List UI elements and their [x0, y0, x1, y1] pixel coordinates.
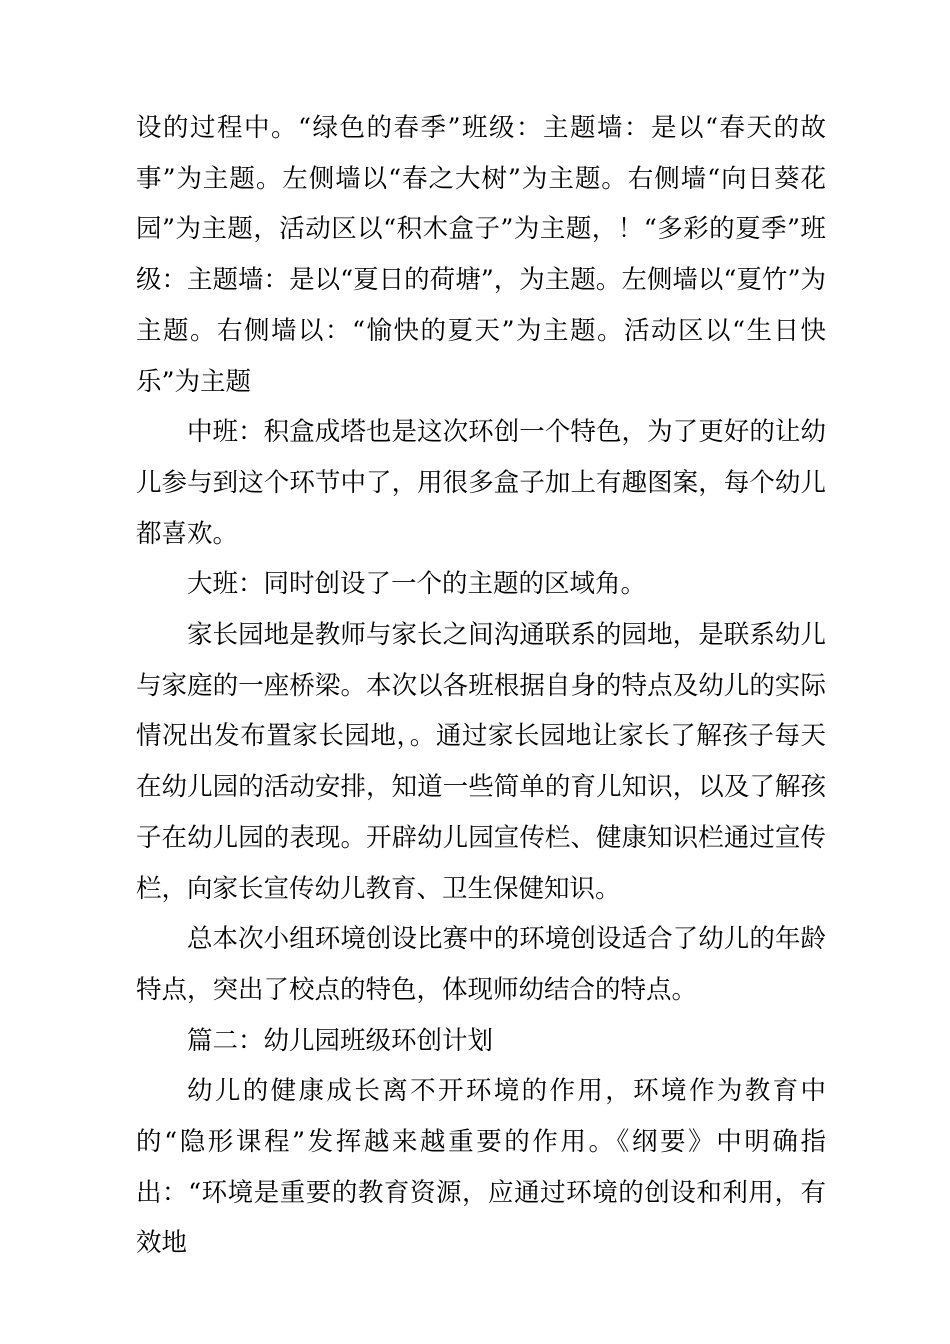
paragraph-middle-class: 中班：积盒成塔也是这次环创一个特色，为了更好的让幼儿参与到这个环节中了，用很多盒子加上有趣图案，每个幼儿都喜欢。 [136, 417, 826, 549]
paragraph-summary: 总本次小组环境创设比赛中的环境创设适合了幼儿的年龄特点，突出了校点的特色，体现师幼结合的特点。 [136, 924, 826, 1005]
paragraph-parent-garden: 家长园地是教师与家长之间沟通联系的园地，是联系幼儿与家庭的一座桥梁。本次以各班根据自身的特点及幼儿的实际情况出发布置家长园地，。通过家长园地让家长了解孩子每天在幼儿园的活动安排，知道一些简单的育儿知识，以及了解孩子在幼儿园的表现。开辟幼儿园宣传栏、健康知识栏通过宣传栏，向家长宣传幼儿教育、卫生保健知识。 [136, 620, 826, 904]
section-heading: 篇二：幼儿园班级环创计划 [187, 1025, 494, 1056]
paragraph-senior-class: 大班：同时创设了一个的主题的区域角。 [187, 569, 647, 600]
paragraph-continuation: 设的过程中。“绿色的春季”班级：主题墙：是以“春天的故事”为主题。左侧墙以“春之大树”为主题。右侧墙“向日葵花园”为主题，活动区以“积木盒子”为主题，！“多彩的夏季”班级：主题墙：是以“夏日的荷塘”，为主题。左侧墙以“夏竹”为主题。右侧墙以：“愉快的夏天”为主题。活动区以“生日快乐”为主题 [136, 113, 826, 397]
document-body [136, 103, 826, 1269]
paragraph-environment-intro: 幼儿的健康成长离不开环境的作用，环境作为教育中的“隐形课程”发挥越来越重要的作用。《纲要》中明确指出：“环境是重要的教育资源，应通过环境的创设和利用，有效地 [136, 1076, 826, 1259]
